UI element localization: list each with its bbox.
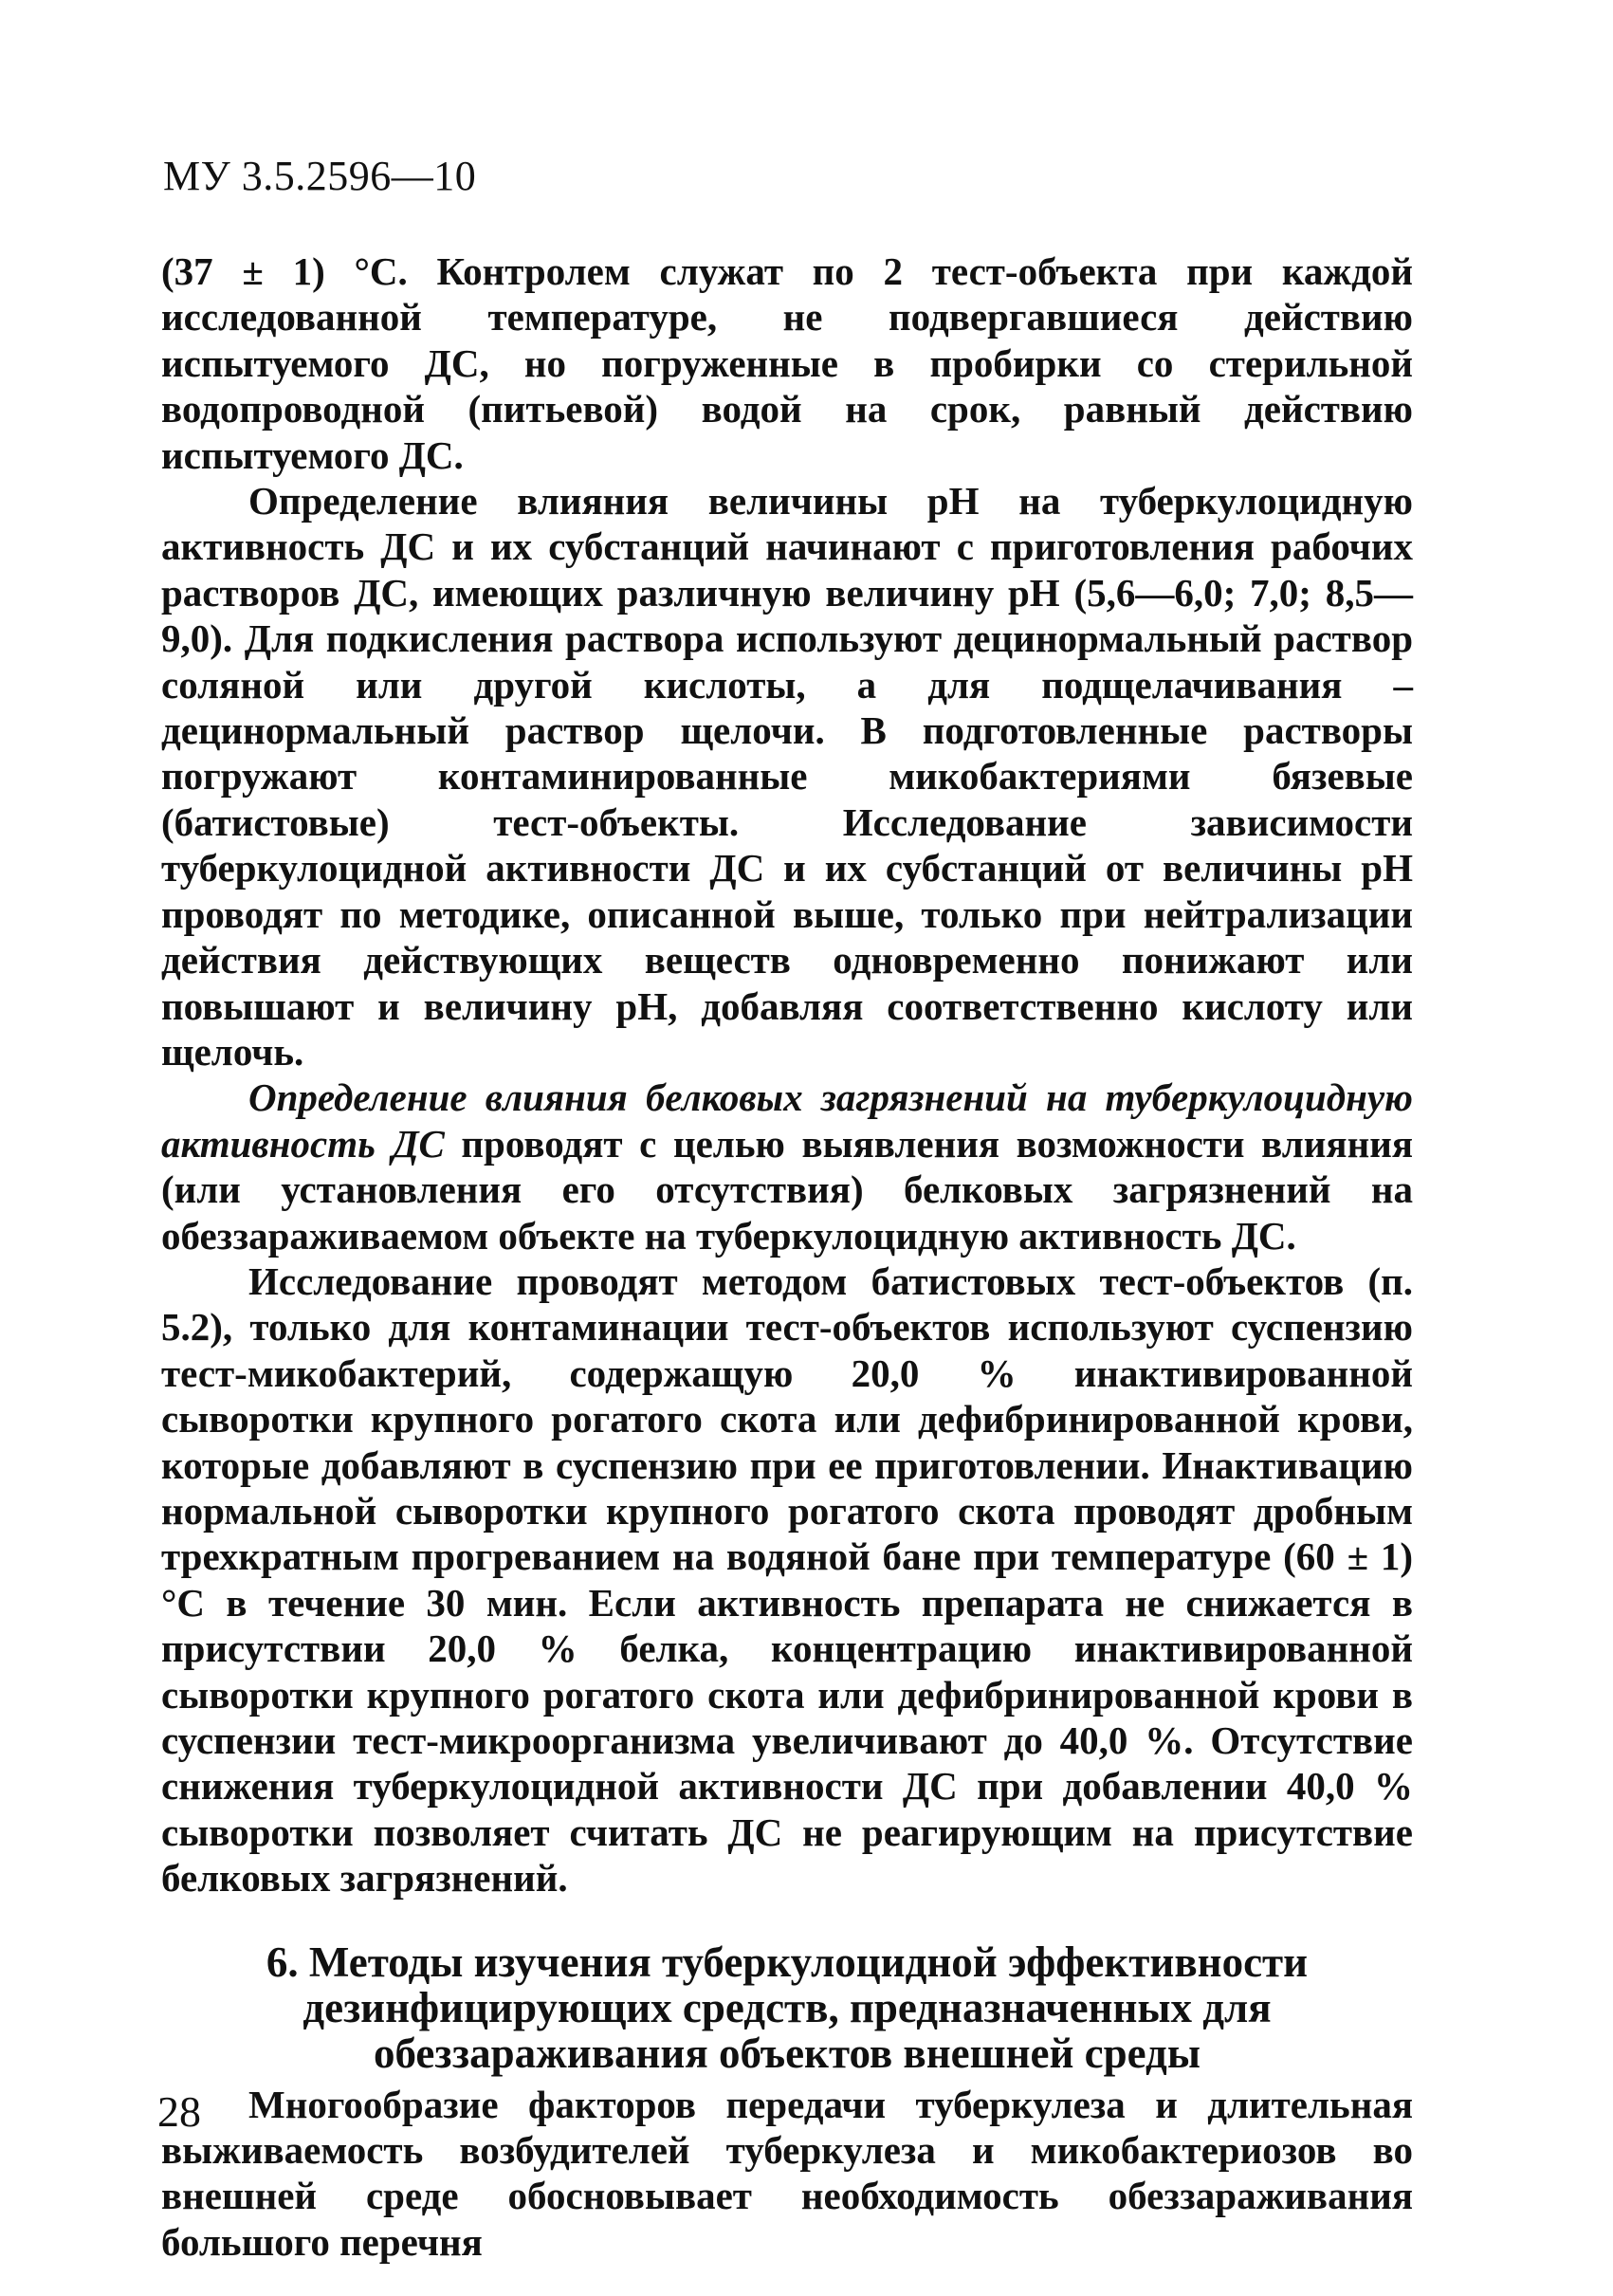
- paragraph-protein-contamination: [161, 1075, 1413, 1258]
- paragraph-temperature-control: (37 ± 1) °С. Контролем служат по 2 тест-объекта при каждой исследованной температуре, не подвергавшиеся действию испытуемого ДС, но погруженные в пробирки со стерильной водопроводной (питьевой) водой на срок, равный действию испытуемого ДС.: [161, 249, 1413, 477]
- section-heading-line-1: 6. Методы изучения туберкулоцидной эффективности: [266, 1938, 1309, 1986]
- body-text: [161, 248, 1413, 2265]
- paragraph-protein-italic-lead: Определение влияния белковых загрязнений на туберкулоцидную активность ДС: [161, 1075, 1413, 1166]
- paragraph-batiste-method: Исследование проводят методом батистовых тест-объектов (п. 5.2), только для контаминации тест-объектов используют суспензию тест-микобактерий, содержащую 20,0 % инактивированной сыворотки крупного рогатого скота или дефибринированной крови, которые добавляют в суспензию при ее приготовлении. Инактивацию нормальной сыворотки крупного рогатого скота проводят дробным трехкратным прогреванием на водяной бане при температуре (60 ± 1) °С в течение 30 мин. Если активность препарата не снижается в присутствии 20,0 % белка, концентрацию инактивированной сыворотки крупного рогатого скота или дефибринированной крови в суспензии тест-микроорганизма увеличивают до 40,0 %. Отсутствие снижения туберкулоцидной активности ДС при добавлении 40,0 % сыворотки позволяет считать ДС не реагирующим на присутствие белковых загрязнений.: [161, 1258, 1413, 1901]
- section-heading-line-3: обеззараживания объектов внешней среды: [374, 2029, 1201, 2077]
- paragraph-ph-influence: Определение влияния величины рН на туберкулоцидную активность ДС и их субстанций начинают с приготовления рабочих растворов ДС, имеющих различную величину рН (5,6—6,0; 7,0; 8,5—9,0). Для подкисления раствора используют децинормальный раствор соляной или другой кислоты, а для подщелачивания – децинормальный раствор щелочи. В подготовленные растворы погружают контаминированные микобактериями бязевые (батистовые) тест-объекты. Исследование зависимости туберкулоцидной активности ДС и их субстанций от величины рН проводят по методике, описанной выше, только при нейтрализации действия действующих веществ одновременно понижают или повышают и величину рН, добавляя соответственно кислоту или щелочь.: [161, 479, 1413, 1074]
- section-heading-line-2: дезинфицирующих средств, предназначенных для: [302, 1983, 1272, 2031]
- paragraph-factors-intro: Многообразие факторов передачи туберкулеза и длительная выживаемость возбудителей туберкулеза и микобактериозов во внешней среде обосновывает необходимость обеззараживания большого перечня: [161, 2082, 1413, 2264]
- paragraph-protein-rest: проводят с целью выявления возможности влияния (или установления его отсутствия) белковых загрязнений на обеззараживаемом объекте на туберкулоцидную активность ДС.: [161, 1121, 1413, 1258]
- page-number: 28: [157, 2087, 201, 2136]
- section-6-heading: [161, 1939, 1413, 2076]
- document-code-header: МУ 3.5.2596—10: [163, 153, 477, 199]
